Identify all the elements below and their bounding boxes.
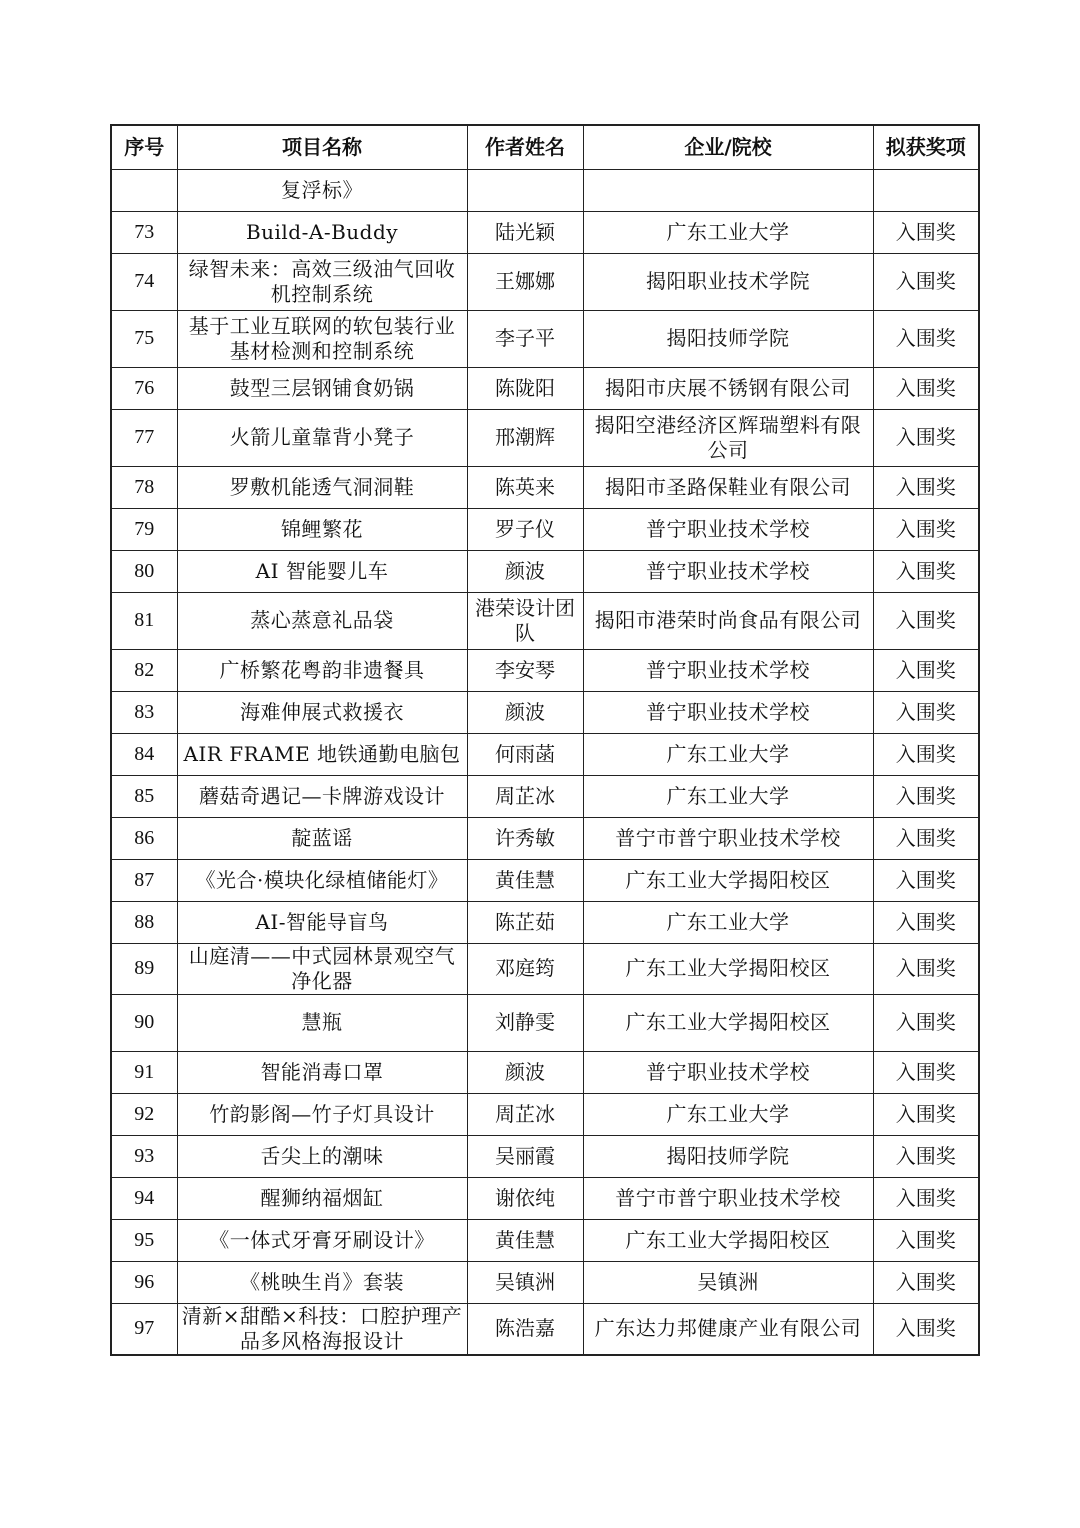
table-row [111,169,979,211]
award-cell: 入围奖 [873,310,979,367]
organization-cell [583,169,873,211]
author-cell: 罗子仪 [467,508,583,550]
project-name-cell: 竹韵影阁—竹子灯具设计 [177,1093,467,1135]
organization-cell: 广东工业大学揭阳校区 [583,1219,873,1261]
organization-cell: 广东工业大学揭阳校区 [583,859,873,901]
award-cell: 入围奖 [873,508,979,550]
project-name-cell: AIR FRAME 地铁通勤电脑包 [177,733,467,775]
organization-cell: 广东工业大学 [583,775,873,817]
table-row [111,409,979,466]
header-row [111,125,979,169]
author-cell: 何雨菡 [467,733,583,775]
row-number-cell: 78 [111,466,177,508]
organization-cell: 普宁市普宁职业技术学校 [583,817,873,859]
row-number-cell: 84 [111,733,177,775]
award-cell: 入围奖 [873,211,979,253]
table-row [111,550,979,592]
table-row [111,367,979,409]
project-name-cell: 《桃映生肖》套装 [177,1261,467,1303]
project-name-cell: 海难伸展式救援衣 [177,691,467,733]
project-name-cell: 基于工业互联网的软包装行业基材检测和控制系统 [177,310,467,367]
award-cell: 入围奖 [873,943,979,994]
organization-cell: 广东工业大学 [583,1093,873,1135]
row-number-cell: 96 [111,1261,177,1303]
row-number-cell: 79 [111,508,177,550]
organization-cell: 普宁职业技术学校 [583,649,873,691]
table-row [111,253,979,310]
table-row [111,859,979,901]
project-name-cell: 广桥繁花粤韵非遗餐具 [177,649,467,691]
award-cell: 入围奖 [873,1177,979,1219]
table-row [111,649,979,691]
award-cell: 入围奖 [873,1135,979,1177]
table-row [111,1303,979,1355]
table-row [111,943,979,994]
author-cell: 王娜娜 [467,253,583,310]
author-cell: 陈芷茹 [467,901,583,943]
author-cell: 周芷冰 [467,1093,583,1135]
author-cell: 陈英来 [467,466,583,508]
organization-cell: 普宁职业技术学校 [583,691,873,733]
table-row [111,901,979,943]
table-row [111,1177,979,1219]
row-number-cell: 83 [111,691,177,733]
organization-cell: 广东工业大学揭阳校区 [583,994,873,1051]
table-body [111,169,979,1355]
award-cell: 入围奖 [873,409,979,466]
row-number-cell [111,169,177,211]
table-row [111,1261,979,1303]
organization-cell: 普宁职业技术学校 [583,508,873,550]
header-author: 作者姓名 [467,125,583,169]
project-name-cell: 《一体式牙膏牙刷设计》 [177,1219,467,1261]
table-row [111,1093,979,1135]
award-cell: 入围奖 [873,691,979,733]
author-cell: 许秀敏 [467,817,583,859]
author-cell: 港荣设计团队 [467,592,583,649]
author-cell [467,169,583,211]
table-row [111,592,979,649]
award-cell: 入围奖 [873,1051,979,1093]
table-row [111,211,979,253]
project-name-cell: 复浮标》 [177,169,467,211]
project-name-cell: 清新×甜酷×科技：口腔护理产品多风格海报设计 [177,1303,467,1355]
row-number-cell: 97 [111,1303,177,1355]
project-name-cell: 智能消毒口罩 [177,1051,467,1093]
award-cell: 入围奖 [873,253,979,310]
project-name-cell: 火箭儿童靠背小凳子 [177,409,467,466]
table-row [111,691,979,733]
author-cell: 刘静雯 [467,994,583,1051]
row-number-cell: 89 [111,943,177,994]
row-number-cell: 74 [111,253,177,310]
award-cell [873,169,979,211]
award-cell: 入围奖 [873,733,979,775]
organization-cell: 揭阳空港经济区辉瑞塑料有限公司 [583,409,873,466]
organization-cell: 广东达力邦健康产业有限公司 [583,1303,873,1355]
organization-cell: 揭阳市庆展不锈钢有限公司 [583,367,873,409]
row-number-cell: 73 [111,211,177,253]
table-row [111,310,979,367]
author-cell: 吴丽霞 [467,1135,583,1177]
organization-cell: 普宁职业技术学校 [583,1051,873,1093]
row-number-cell: 80 [111,550,177,592]
award-cell: 入围奖 [873,994,979,1051]
header-no: 序号 [111,125,177,169]
award-cell: 入围奖 [873,859,979,901]
author-cell: 吴镇洲 [467,1261,583,1303]
organization-cell: 广东工业大学 [583,211,873,253]
award-cell: 入围奖 [873,592,979,649]
row-number-cell: 90 [111,994,177,1051]
project-name-cell: 慧瓶 [177,994,467,1051]
table-row [111,994,979,1051]
project-name-cell: AI-智能导盲鸟 [177,901,467,943]
award-cell: 入围奖 [873,901,979,943]
award-table [110,124,980,1356]
organization-cell: 普宁职业技术学校 [583,550,873,592]
award-cell: 入围奖 [873,1219,979,1261]
award-cell: 入围奖 [873,1261,979,1303]
organization-cell: 普宁市普宁职业技术学校 [583,1177,873,1219]
table-row [111,733,979,775]
organization-cell: 揭阳市港荣时尚食品有限公司 [583,592,873,649]
author-cell: 陈陇阳 [467,367,583,409]
author-cell: 李子平 [467,310,583,367]
project-name-cell: 鼓型三层钢铺食奶锅 [177,367,467,409]
row-number-cell: 88 [111,901,177,943]
author-cell: 陈浩嘉 [467,1303,583,1355]
author-cell: 邢潮辉 [467,409,583,466]
author-cell: 周芷冰 [467,775,583,817]
row-number-cell: 94 [111,1177,177,1219]
author-cell: 颜波 [467,550,583,592]
table-row [111,466,979,508]
author-cell: 邓庭筠 [467,943,583,994]
award-cell: 入围奖 [873,1303,979,1355]
award-cell: 入围奖 [873,466,979,508]
project-name-cell: 蘑菇奇遇记—卡牌游戏设计 [177,775,467,817]
project-name-cell: 蒸心蒸意礼品袋 [177,592,467,649]
header-organization: 企业/院校 [583,125,873,169]
project-name-cell: 《光合·模块化绿植储能灯》 [177,859,467,901]
author-cell: 颜波 [467,691,583,733]
row-number-cell: 92 [111,1093,177,1135]
table-row [111,1135,979,1177]
project-name-cell: 靛蓝谣 [177,817,467,859]
award-cell: 入围奖 [873,550,979,592]
award-cell: 入围奖 [873,1093,979,1135]
table-row [111,817,979,859]
row-number-cell: 87 [111,859,177,901]
author-cell: 李安琴 [467,649,583,691]
award-cell: 入围奖 [873,817,979,859]
row-number-cell: 86 [111,817,177,859]
author-cell: 颜波 [467,1051,583,1093]
organization-cell: 广东工业大学揭阳校区 [583,943,873,994]
project-name-cell: 醒狮纳福烟缸 [177,1177,467,1219]
author-cell: 谢依纯 [467,1177,583,1219]
award-cell: 入围奖 [873,775,979,817]
table-header [111,125,979,169]
row-number-cell: 81 [111,592,177,649]
header-award: 拟获奖项 [873,125,979,169]
organization-cell: 揭阳市圣路保鞋业有限公司 [583,466,873,508]
author-cell: 黄佳慧 [467,1219,583,1261]
project-name-cell: 舌尖上的潮味 [177,1135,467,1177]
table-row [111,775,979,817]
row-number-cell: 75 [111,310,177,367]
organization-cell: 广东工业大学 [583,901,873,943]
organization-cell: 揭阳技师学院 [583,310,873,367]
row-number-cell: 91 [111,1051,177,1093]
row-number-cell: 82 [111,649,177,691]
award-list-sheet [110,124,978,1356]
organization-cell: 广东工业大学 [583,733,873,775]
project-name-cell: AI 智能婴儿车 [177,550,467,592]
row-number-cell: 85 [111,775,177,817]
organization-cell: 揭阳职业技术学院 [583,253,873,310]
organization-cell: 揭阳技师学院 [583,1135,873,1177]
table-row [111,508,979,550]
row-number-cell: 93 [111,1135,177,1177]
project-name-cell: Build-A-Buddy [177,211,467,253]
award-cell: 入围奖 [873,649,979,691]
table-row [111,1051,979,1093]
header-project-name: 项目名称 [177,125,467,169]
project-name-cell: 锦鲤繁花 [177,508,467,550]
row-number-cell: 76 [111,367,177,409]
table-row [111,1219,979,1261]
row-number-cell: 95 [111,1219,177,1261]
project-name-cell: 山庭清——中式园林景观空气净化器 [177,943,467,994]
project-name-cell: 罗敷机能透气洞洞鞋 [177,466,467,508]
organization-cell: 吴镇洲 [583,1261,873,1303]
row-number-cell: 77 [111,409,177,466]
project-name-cell: 绿智未来：高效三级油气回收机控制系统 [177,253,467,310]
author-cell: 陆光颖 [467,211,583,253]
author-cell: 黄佳慧 [467,859,583,901]
award-cell: 入围奖 [873,367,979,409]
